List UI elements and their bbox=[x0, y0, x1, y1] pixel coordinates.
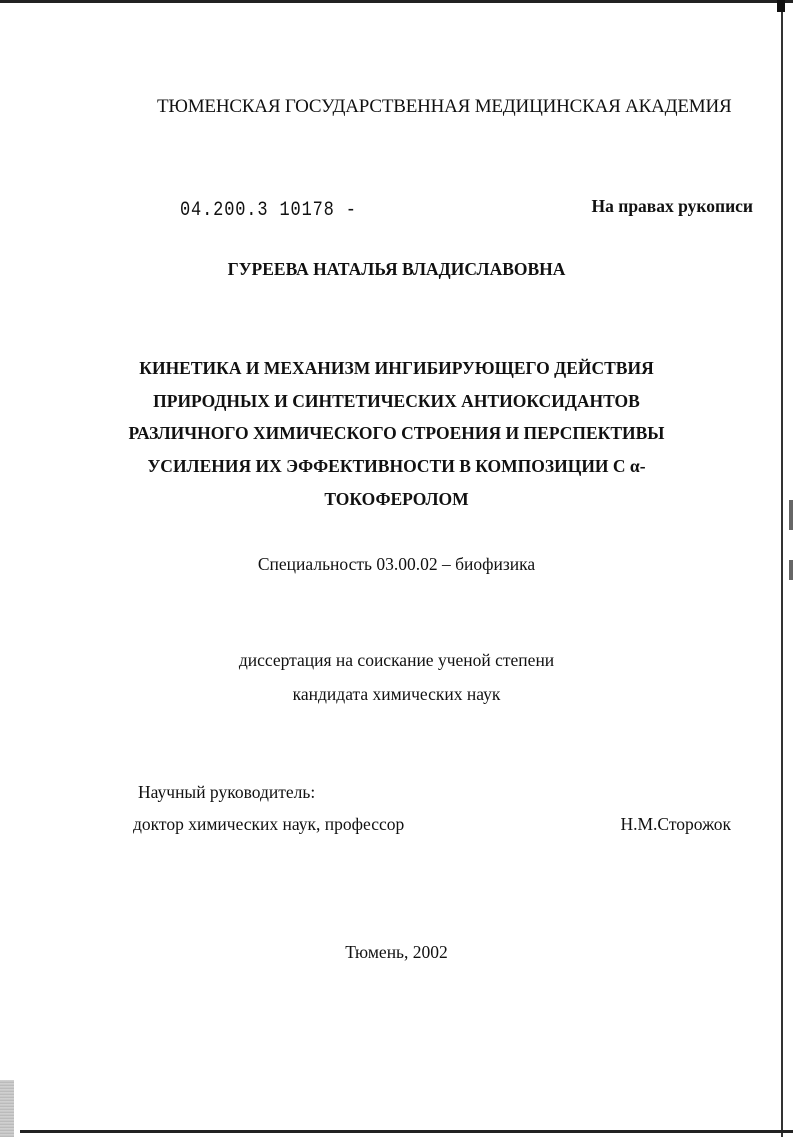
registry-number: 04.200.3 10178 - bbox=[180, 199, 357, 222]
degree-line: кандидата химических наук bbox=[292, 684, 501, 704]
thesis-title-line: УСИЛЕНИЯ ИХ ЭФФЕКТИВНОСТИ В КОМПОЗИЦИИ С α- bbox=[147, 456, 646, 476]
supervisor-label: Научный руководитель: bbox=[138, 782, 316, 802]
institution-name: ТЮМЕНСКАЯ ГОСУДАРСТВЕННАЯ МЕДИЦИНСКАЯ АКАДЕМИЯ bbox=[157, 96, 732, 117]
author-name: ГУРЕЕВА НАТАЛЬЯ ВЛАДИСЛАВОВНА bbox=[227, 259, 566, 279]
scan-edge-top bbox=[0, 0, 793, 3]
thesis-title-line: РАЗЛИЧНОГО ХИМИЧЕСКОГО СТРОЕНИЯ И ПЕРСПЕКТИВЫ bbox=[128, 423, 665, 443]
manuscript-note: На правах рукописи bbox=[591, 196, 753, 216]
supervisor-title: доктор химических наук, профессор bbox=[133, 814, 405, 834]
scan-noise-left bbox=[0, 1080, 14, 1137]
thesis-title-line: ТОКОФЕРОЛОМ bbox=[324, 489, 469, 509]
thesis-title-line: ПРИРОДНЫХ И СИНТЕТИЧЕСКИХ АНТИОКСИДАНТОВ bbox=[153, 391, 640, 411]
place-year: Тюмень, 2002 bbox=[345, 942, 448, 962]
scan-mark-corner bbox=[777, 0, 785, 12]
thesis-title-line: КИНЕТИКА И МЕХАНИЗМ ИНГИБИРУЮЩЕГО ДЕЙСТВИЯ bbox=[139, 358, 654, 378]
specialty: Специальность 03.00.02 – биофизика bbox=[257, 554, 536, 574]
degree-line: диссертация на соискание ученой степени bbox=[238, 650, 555, 670]
supervisor-name: Н.М.Сторожок bbox=[620, 814, 731, 834]
scan-edge-bottom bbox=[20, 1130, 793, 1133]
